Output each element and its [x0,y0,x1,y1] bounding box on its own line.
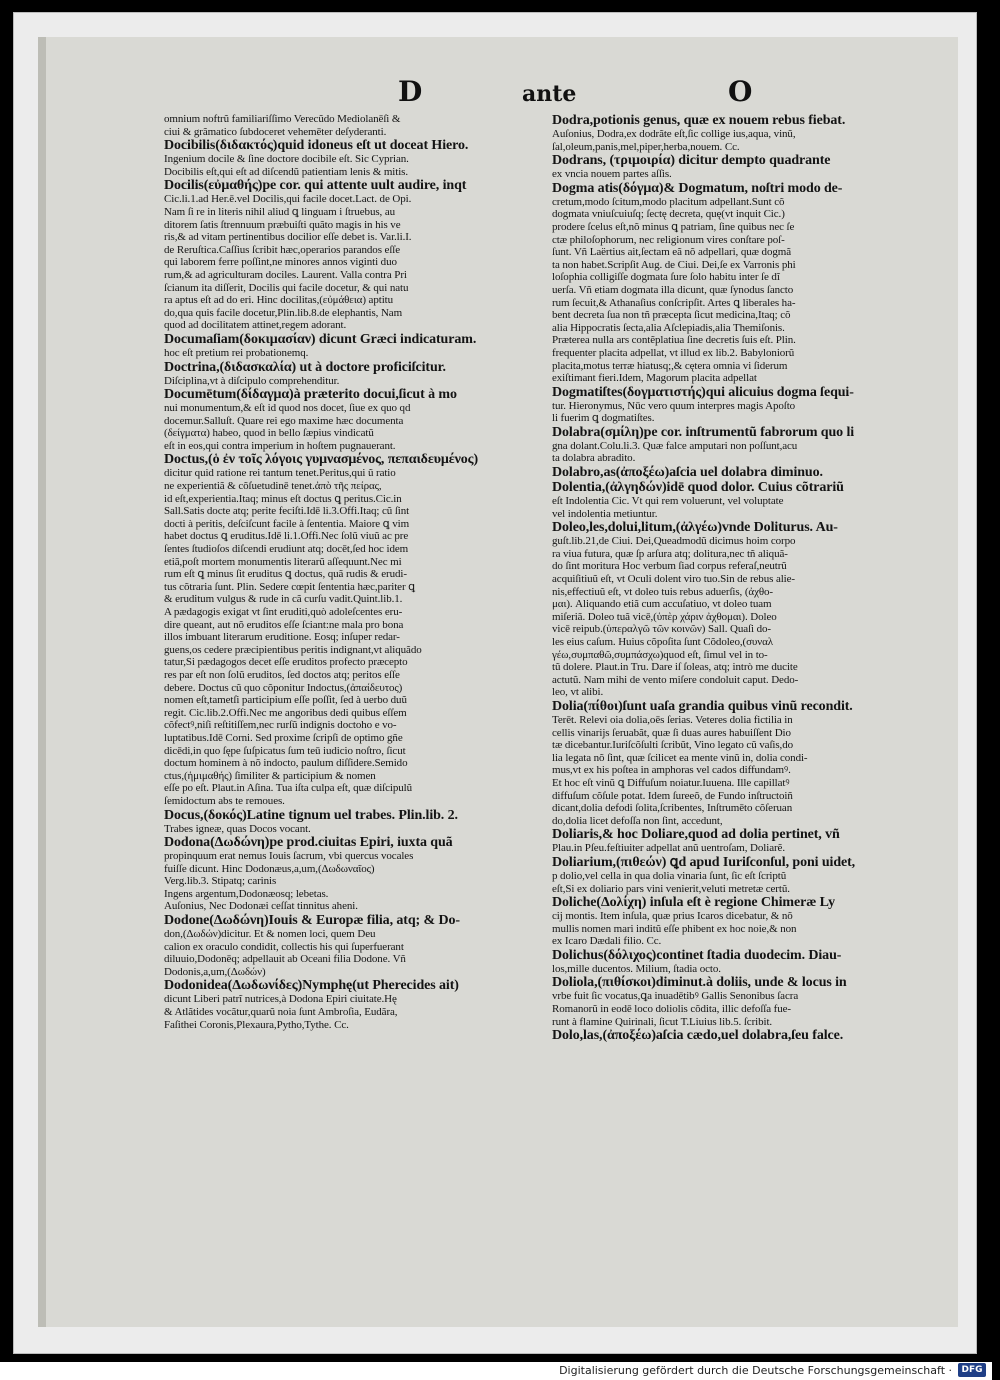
entry-text-line: loſophia colligiſſe dogmata ſure ſolo habitu inter ſe dĩ [552,271,780,284]
entry-text-line: dicitur quid ratione rei tantum tenet.Peritus,qui ũ ratio [164,467,396,480]
entry-headword-line: Dogma atis(δόγμα)& Dogmatum, noſtri modo de- [552,180,843,196]
entry-text-line: les eius caſum. Huius cõpoſita ſunt Cõdoleo,(συναλ [552,636,774,648]
entry-text-line: eſt Indolentia Cic. Vt qui rem voluerunt, vel voluptate [552,495,784,508]
entry-text-line: Dodonis,a,um,(Δωδών) [164,965,266,978]
entry-text-line: ditorem ſatis ſtrennuum præbuiſti quãto magis in his ve [164,218,401,231]
entry-text-line: rum ſecuit,& Athanaſius conſcripſit. Artes ꝗ liberales ha- [552,296,796,309]
entry-text-line: omnium noftrũ familiariſſimo Verecũdo Mediolanēſi & [164,113,401,125]
entry-text-line: ctæ philoſophorum, nec religionum vires conſtare poſ- [552,233,785,246]
entry-text-line: Faſithei Coronis,Plexaura,Pytho,Tythe. Cc. [164,1018,349,1031]
entry-text-line: qui laborem ferre poſſint,ne minores annos viginti duo [164,256,397,269]
footer-bar [0,1362,992,1380]
entry-text-line: leo, vt alibi. [552,686,604,699]
entry-headword-line: Documētum(δίδαγμα)à præterito docui,ſicut à mo [164,387,457,403]
entry-text-line: uerſa. Vñ etiam dogmata illa dicunt, quæ ſynodus ſancto [552,283,794,296]
entry-text-line: mullis nomen mari inditũ eſſe phibent ex hoc noie,& non [552,922,797,935]
entry-text-line: ſunt. Vñ Laërtius ait,ſectam eã nõ adpellari, quæ dogmã [552,246,791,259]
entry-headword-line: Doliaris,& hoc Doliare,quod ad dolia pertinet, vñ [552,827,840,843]
entry-text-line: nui monumentum,& eſt id quod nos docet, ſiue ex quo qd [164,402,411,415]
entry-headword-line: Dodone(Δωδώνη)Iouis & Europæ filia, atq; & Do- [164,913,460,929]
entry-text-line: dogmata vniuſcuiuſq; ſectę decreta, quę(vt inquit Cic.) [552,208,785,221]
entry-text-line: illos imbuant literarum eruditione. Eosq; inſuper redar- [164,631,400,644]
entry-text-line: exiſtimant fieri.Idem, Magorum placita adpellat [552,372,757,385]
entry-text-line: μαι). Aliquando etiã cum accuſatiuo, vt doleo tuam [552,598,772,611]
entry-text-line: cretum,modo ſcitum,modo placitum adpellant.Sunt cõ [552,195,785,208]
entry-text-line: vel indolentia metiuntur. [552,507,658,520]
entry-text-line: gna dolant.Colu.li.3. Quæ falce amputari non poſſunt,acu [552,439,798,452]
entry-text-line: Et hoc eſt vinũ ꝗ Diffuſum noiatur.Iuuena. Ille capillatꝰ [552,776,790,789]
entry-text-line: etiã,poſt mortem monumentis literarũ aſſequunt.Nec mi [164,555,402,568]
dfg-logo: DFG [958,1363,986,1377]
entry-headword-line: Dolentia,(ἀλγηδών)idē quod dolor. Cuius cõtrariũ [552,480,844,496]
entry-text-line: do ſint moritura Hoc verbum ſiad corpus referaſ,neutrũ [552,560,787,573]
entry-text-line: hoc eſt pretium rei probationemq. [164,346,309,359]
entry-text-line: propinquum erat nemus Iouis ſacrum, vbi quercus vocales [164,850,414,863]
entry-text-line: ex Icaro Dædali filio. Cc. [552,935,662,948]
entry-text-line: Ingenium docile & ſine doctore docibile eſt. Sic Cyprian. [164,153,409,166]
entry-text-line: γέω,συμπαθῶ,συμπάσχω)quod eſt, ſimul vel in to- [552,648,768,661]
entry-text-line: cõfectꝰ,niſi reſtitiſſem,nec rurſũ indignis doctoho e vo- [164,719,397,732]
entry-text-line: los,mille ducentos. Milium, ſtadia octo. [552,962,721,975]
running-head-center: ante [522,81,577,107]
page-edge [38,37,46,1327]
entry-text-line: eſſe po eſt. Plaut.in Aſina. Tua iſta culpa eſt, quæ diſcipulũ [164,782,412,795]
entry-text-line: do,dolia licet defoſſa non ſint, accedunt, [552,814,723,827]
entry-text-line: tũ dolere. Plaut.in Tru. Dare iſ ſoleas, atq; intrò me ducite [552,661,798,674]
entry-text-line: ex vncia nouem partes aſſis. [552,168,672,181]
entry-text-line: Auſonius, Nec Dodonæi ceſſat tinnitus aheni. [164,900,358,913]
entry-text-line: ſcianum ita diſſerit, Docilis qui facile docetur, & qui natu [164,281,409,294]
entry-headword-line: Dolabro,as(ἀποξέω)aſcia uel dolabra diminuo. [552,465,823,481]
entry-text-line: docemur.Salluſt. Quare rei ego maxime hæc documenta [164,414,404,427]
entry-text-line: Diſciplina,vt à diſcipulo comprehenditur. [164,374,340,387]
entry-text-line: ra aptus eſt ad do eri. Hinc docilitas,(εὐμάθεια) aptitu [164,294,394,307]
running-head-right: O [728,75,753,108]
entry-text-line: Ingens argentum,Dodonæosq; lebetas. [164,887,329,900]
entry-headword-line: Dodona(Δωδώνη)pe prod.ciuitas Epiri, iuxta quã [164,835,453,851]
left-column [164,113,554,1031]
entry-text-line: diffuſum cõſule potat. Idem ſureeõ, de Fundo inſtructoiñ [552,789,793,802]
entry-text-line: li fuerim ꝗ dogmatiſtes. [552,412,655,425]
book-page [38,37,958,1327]
entry-headword-line: Docibilis(διδακτός)quid idoneus eſt ut doceat Hiero. [164,138,469,154]
entry-text-line: ris,& ad vitam pertinentibus docilior eſſe debet is. Var.li.I. [164,231,412,244]
entry-text-line: Romanorũ in eodē loco doliolis cõdita, illic defoſſa fue- [552,1003,791,1016]
entry-headword-line: Docilis(εὐμαθής)pe cor. qui attente uult audire, inqt [164,178,467,194]
entry-text-line: tur. Hieronymus, Nūc vero quum interpres magis Apoſto [552,399,796,412]
entry-text-line: prodere ſcelus eſt,nõ minus ꝗ patriam, ſine quibus nec ſe [552,220,795,233]
scan-frame [13,12,977,1354]
entry-text-line: calion ex oraculo condidit, collectis his qui ſuperfuerant [164,940,404,953]
entry-headword-line: Dodra,potionis genus, quæ ex nouem rebus fiebat. [552,113,846,128]
entry-text-line: ctus,(ἡμιμαθής) ſimiliter & participium & nomen [164,769,376,782]
entry-text-line: ſentes ſtudioſos diſcendi erudiunt atq; docēt,ſed hoc idem [164,543,409,556]
entry-text-line: id eſt,experientia.Itaq; minus eſt doctus ꝗ peritus.Cic.in [164,492,402,505]
entry-text-line: don,(Δωδών)dicitur. Et & nomen loci, quem Deu [164,928,376,941]
entry-text-line: bent decreta ſua non tñ præcepta ſicut medicina,Itaq; cõ [552,309,791,322]
entry-headword-line: Doliarium,(πιθεών) ꝗd apud Iuriſconſul, poni uidet, [552,854,856,870]
entry-text-line: & eruditum vulgus & rude in cã curſu vadit.Quint.lib.1. [164,593,403,606]
entry-text-line: ſemidoctum abs te remoues. [164,794,285,807]
entry-text-line: res par eſt non ſolũ eruditos, ſed doctos atq; peritos eſſe [164,668,400,681]
entry-text-line: alia Hippocratis ſecta,alia Aſclepiadis,alia Themiſonis. [552,321,785,334]
entry-text-line: ciui & grãmatico ſubdoceret vehemēter deſyderanti. [164,125,387,138]
entry-headword-line: Dogmatiſtes(δογματιστής)qui alicuius dogma ſequi- [552,384,854,400]
entry-text-line: nomen eſt,tametſi participium eſſe poſſit, ſed à uerbo duũ [164,694,407,707]
entry-text-line: Plau.in Pſeu.feſtiuiter adpellat anũ uentroſam, Doliarẽ. [552,842,785,855]
entry-text-line: frequenter placita adpellat, vt illud ex lib.2. Babyloniorũ [552,346,795,359]
entry-headword-line: Doliche(Δολίχη) inſula eſt è regione Chimeræ Ly [552,895,835,911]
entry-headword-line: Documaſiam(δοκιμασίαν) dicunt Græci indicaturam. [164,331,477,347]
entry-text-line: A pædagogis exigat vt ſint eruditi,quò adoleſcentes eru- [164,606,403,618]
entry-text-line: Nam ſi re in literis nihil aliud ꝗ linguam i ſtruebus, au [164,205,396,218]
entry-text-line: vrbe fuit ſic vocatus,ꝗa inuadētibꝰ Gallis Senonibus ſacra [552,990,799,1003]
entry-text-line: rum,& ad agriculturam dociles. Laurent. Valla contra Pri [164,268,407,281]
entry-text-line: p dolio,vel cella in qua dolia vinaria ſunt, ſic eſt ſcriptũ [552,869,787,882]
entry-text-line: Terēt. Relevi oia dolia,oēs ſerias. Veteres dolia fictilia in [552,713,793,726]
entry-text-line: eſt,Si ex doliario pars vini venierit,veluti metretæ certũ. [552,882,790,895]
entry-text-line: placita,motus terræ hiatusq;,& cętera omnia vi ſiderum [552,359,788,372]
entry-headword-line: Dodonidea(Δωδωνίδες)Nymphę(ut Pherecides ait) [164,978,459,994]
entry-text-line: diluuio,Dodonēq; adpellauit ab Oceani filia Dodone. Vñ [164,953,406,966]
entry-text-line: de Reruſtica.Caſſius ſcribit hæc,operarios parandos eſſe [164,243,401,256]
entry-text-line: ta non habet.Scripſit Aug. de Ciui. Dei,ſe ex Varronis phi [552,258,796,271]
entry-text-line: doctum hominem à nõ indocto, paulum diſſidere.Semido [164,757,408,770]
entry-headword-line: Doleo,les,dolui,litum,(ἀλγέω)vnde Doliturus. Au- [552,520,838,536]
entry-text-line: cellis vinarijs ſeruabãt, quæ ſi duas aures habuiſſent Dio [552,726,791,739]
entry-text-line: Verg.lib.3. Stipatq; carinis [164,875,277,888]
entry-text-line: regit. Cic.lib.2.Offi.Nec me angoribus dedi quibus eſſem [164,706,407,719]
running-head-left: D [398,75,423,108]
entry-text-line: debere. Doctus cũ quo cõponitur Indoctus,(ἀπαίδευτος) [164,681,403,694]
entry-text-line: quod ad docilitatem attinet,regem adorant. [164,319,347,332]
entry-headword-line: Doctus,(ὁ ἐν τοῖς λόγοις γυμνασμένος, πεπαιδευμένος) [164,452,479,468]
entry-headword-line: Dolabra(σμίλη)pe cor. inſtrumentũ fabrorum quo li [552,424,855,440]
entry-text-line: fuiſſe dicunt. Hinc Dodonæus,a,um,(Δωδωναῖος) [164,862,375,875]
entry-text-line: docti à peritis, deſciſcunt facile à ſententia. Maiore ꝗ vim [164,517,410,530]
entry-text-line: do,qua quis facile docetur,Plin.lib.8.de elephantis, Nam [164,306,403,319]
right-column [552,113,952,1043]
entry-text-line: tæ dicebantur.Iuriſcõſulti ſcribũt, Vino legato cũ vaſis,do [552,739,793,752]
entry-text-line: Auſonius, Dodra,ex dodrãte eſt,ſic collige ius,aqua, vinũ, [552,128,796,140]
entry-text-line: Sall.Satis docte atq; perite feciſti.Idē li.3.Offi.Itaq; cũ ſint [164,505,410,518]
entry-text-line: rum eſt ꝗ minus ſit eruditus ꝗ doctus, quã rudis & erudi- [164,568,407,581]
footer-credit: Digitalisierung gefördert durch die Deutsche Forschungsgemeinschaft · [559,1364,952,1377]
entry-headword-line: Doliola,(πιθίσκοι)diminut.à doliis, unde & locus in [552,975,847,991]
entry-headword-line: Doctrina,(διδασκαλία) ut à doctore proficiſcitur. [164,359,446,375]
entry-text-line: Præterea nulla ars contẽplatiua ſine decretis ſuis eſt. Plin. [552,334,796,347]
entry-text-line: guſt.lib.21,de Ciui. Dei,Queadmodũ dicimus hoim corpo [552,535,796,548]
entry-text-line: ſal,oleum,panis,mel,piper,herba,nouem. Cc. [552,140,740,153]
entry-text-line: (δείγματα) habeo, quod in bello ſæpius vindicatũ [164,427,374,440]
entry-text-line: mus,vt ex his poſtea in amphoras vel cados diffundamꝰ. [552,764,791,777]
entry-text-line: habet doctus ꝗ eruditus.Idē li.1.Offi.Nec ſolũ viuũ ac pre [164,530,409,543]
entry-headword-line: Dolichus(δόλιχος)continet ſtadia duodecim. Diau- [552,947,842,963]
entry-text-line: luptatibus.Idē Corni. Sed proxime ſcripſi de optimo gñe [164,731,403,744]
entry-text-line: cij montis. Item inſula, quæ prius Icaros dicebatur, & nõ [552,910,793,923]
entry-text-line: vicē reipub.(ὑπεραλγῶ τῶν κοινῶν) Sall. Quaſi do- [552,623,771,636]
entry-text-line: tus cõtraria ſunt. Plin. Sedere cœpit ſententia hæc,pariter ꝗ [164,580,416,593]
entry-text-line: Cic.li.1.ad Her.ē.vel Docilis,qui facile docet.Lact. de Opi. [164,193,412,206]
entry-text-line: dicunt Liberi patrĩ nutrices,à Dodona Epiri ciuitate.Hę [164,993,397,1006]
entry-text-line: dicant,dolia defodi ſolita,ſcribentes, Inſtrumēto cõſeruan [552,802,793,815]
entry-text-line: lia legata nõ ſint, quæ ſcilicet ea mente vinũ in, dolia condi- [552,751,808,764]
entry-text-line: acquiſitiuũ eſt, vt Oculi dolent viro tuo.Sin de rebus alie- [552,573,795,586]
entry-text-line: ta dolabra abradito. [552,452,636,465]
entry-text-line: & Atlãtides vocãtur,quarũ noia ſunt Ambroſia, Eudãra, [164,1006,398,1019]
entry-text-line: miſeriã. Doleo tuã vicē,(ὑπὲρ χάριν ἀχθομαι). Doleo [552,610,777,623]
entry-text-line: actutũ. Nam mihi de vento miſere condoluit caput. Dedo- [552,673,799,686]
entry-text-line: tatur,Si pædagogos decet eſſe eruditos profecto præcepto [164,656,408,669]
entry-text-line: ne experientiã & cõſuetudinē tenet.ἀπὸ τῆς πείρας, [164,480,382,493]
entry-text-line: eſt in eos,qui contra imperium in hoſtem pugnauerant. [164,439,396,452]
entry-headword-line: Dolia(πίθοι)ſunt uaſa grandia quibus vinũ recondit. [552,698,853,714]
entry-text-line: ra viua futura, quæ ſp arſura atq; dolitura,nec tñ aliquã- [552,547,788,560]
entry-headword-line: Docus,(δοκός)Latine tignum uel trabes. Plin.lib. 2. [164,807,458,823]
entry-text-line: Docibilis eſt,qui eſt ad diſcendũ patientiam lenis & mitis. [164,165,409,178]
entry-headword-line: Dolo,las,(ἀποξέω)aſcia cædo,uel dolabra,ſeu falce. [552,1028,844,1044]
entry-text-line: dire queant, aut nõ eruditos eſſe ſciant:ne mala pro bona [164,618,404,631]
entry-text-line: guens,os cedere præcipientibus peritis indignant,vt aliquãdo [164,643,422,656]
entry-text-line: runt à flamine Quirinali, ſicut T.Liuius lib.5. ſcribit. [552,1015,773,1028]
entry-text-line: dicēdi,in quo ſępe ſuſpicatus ſum teū iudicio noſtro, ſicut [164,744,406,757]
entry-headword-line: Dodrans, (τριμοιρία) dicitur dempto quadrante [552,153,831,169]
entry-text-line: nis,effectiuũ eſt, vt doleo tuis rebus aduerſis, (ἀχθο- [552,585,773,598]
entry-text-line: Trabes igneæ, quas Docos vocant. [164,822,311,835]
